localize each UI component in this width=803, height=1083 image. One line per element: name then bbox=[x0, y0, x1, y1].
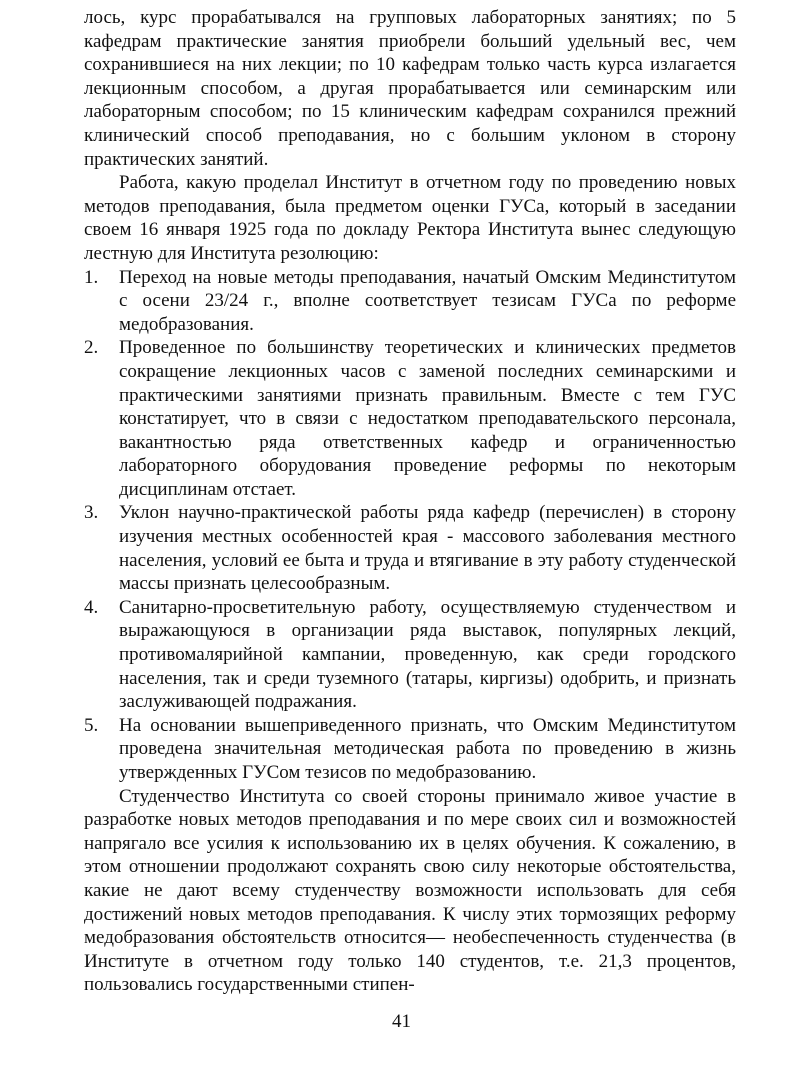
resolution-item-5 bbox=[84, 714, 736, 785]
resolution-item-number: 4. bbox=[84, 596, 99, 618]
resolution-intro-paragraph: Работа, какую проделал Институт в отчетном году по проведению новых методов преподавания, была предметом оценки ГУСа, который в заседании своем 16 января 1925 года по докладу Ректора Института вынес следующую лестную для Института резолюцию: bbox=[84, 172, 736, 264]
resolution-item-1 bbox=[84, 266, 736, 337]
resolution-item-3 bbox=[84, 501, 736, 595]
page-number: 41 bbox=[392, 1011, 411, 1032]
resolution-item-text: На основании вышеприведенного признать, что Омским Мединститутом проведена значительная методическая работа по проведению в жизнь утвержденных ГУСом тезисов по медобразованию. bbox=[119, 714, 736, 783]
resolution-item-2 bbox=[84, 336, 736, 501]
students-paragraph: Студенчество Института со своей стороны принимало живое участие в разработке новых методов преподавания и по мере своих сил и возможностей напрягало все усилия к использованию их в целях обучения. К сожалению, в этом отношении продолжают сохранять свою силу некоторые обстоятельства, какие не дают всему студенчеству возможности использовать для себя достижений новых методов преподавания. К числу этих тормозящих реформу медобразования обстоятельств относится— необеспеченность студенчества (в Институте в отчетном году только 140 студентов, т.е. 21,3 процентов, пользовались государственными стипен- bbox=[84, 785, 736, 996]
resolution-item-text: Переход на новые методы преподавания, начатый Омским Мединститутом с осени 23/24 г., вполне соответствует тезисам ГУСа по реформе медобразования. bbox=[119, 266, 736, 335]
resolution-item-text: Санитарно-просветительную работу, осуществляемую студенчеством и выражающуюся в организации ряда выставок, популярных лекций, противомалярийной кампании, проведенную, как среди городского населения, так и среди туземного (татары, киргизы) одобрить, и признать заслуживающей подражания. bbox=[119, 596, 736, 713]
intro-paragraph: лось, курс прорабатывался на групповых лабораторных занятиях; по 5 кафедрам практические занятия приобрели больший удельный вес, чем сохранившиеся на них лекции; по 10 кафедрам только часть курса излагается лекционным способом, а другая прорабатывается или семинарским или лабораторным способом; по 15 клиническим кафедрам сохранился прежний клинический способ преподавания, но с большим уклоном в сторону практических занятий. bbox=[84, 7, 736, 170]
page-body bbox=[84, 6, 736, 997]
resolution-item-number: 5. bbox=[84, 714, 99, 736]
resolution-item-number: 3. bbox=[84, 502, 99, 524]
resolution-item-number: 2. bbox=[84, 337, 99, 359]
resolution-item-text: Уклон научно-практической работы ряда кафедр (перечислен) в сторону изучения местных особенностей края - массового заболевания местного населения, условий ее быта и труда и втягивание в эту работу студенческой массы признать целесообразным. bbox=[119, 502, 736, 595]
resolution-item-text: Проведенное по большинству теоретических и клинических предметов сокращение лекционных часов с заменой последних семинарскими и практическими занятиями признать правильным. Вместе с тем ГУС констатирует, что в связи с недостатком преподавательского персонала, вакантностью ряда ответственных кафедр и ограниченностью лабораторного оборудования проведение реформы по некоторым дисциплинам отстает. bbox=[119, 337, 736, 500]
resolution-item-number: 1. bbox=[84, 266, 99, 288]
resolution-list bbox=[84, 266, 736, 785]
resolution-item-4 bbox=[84, 596, 736, 714]
